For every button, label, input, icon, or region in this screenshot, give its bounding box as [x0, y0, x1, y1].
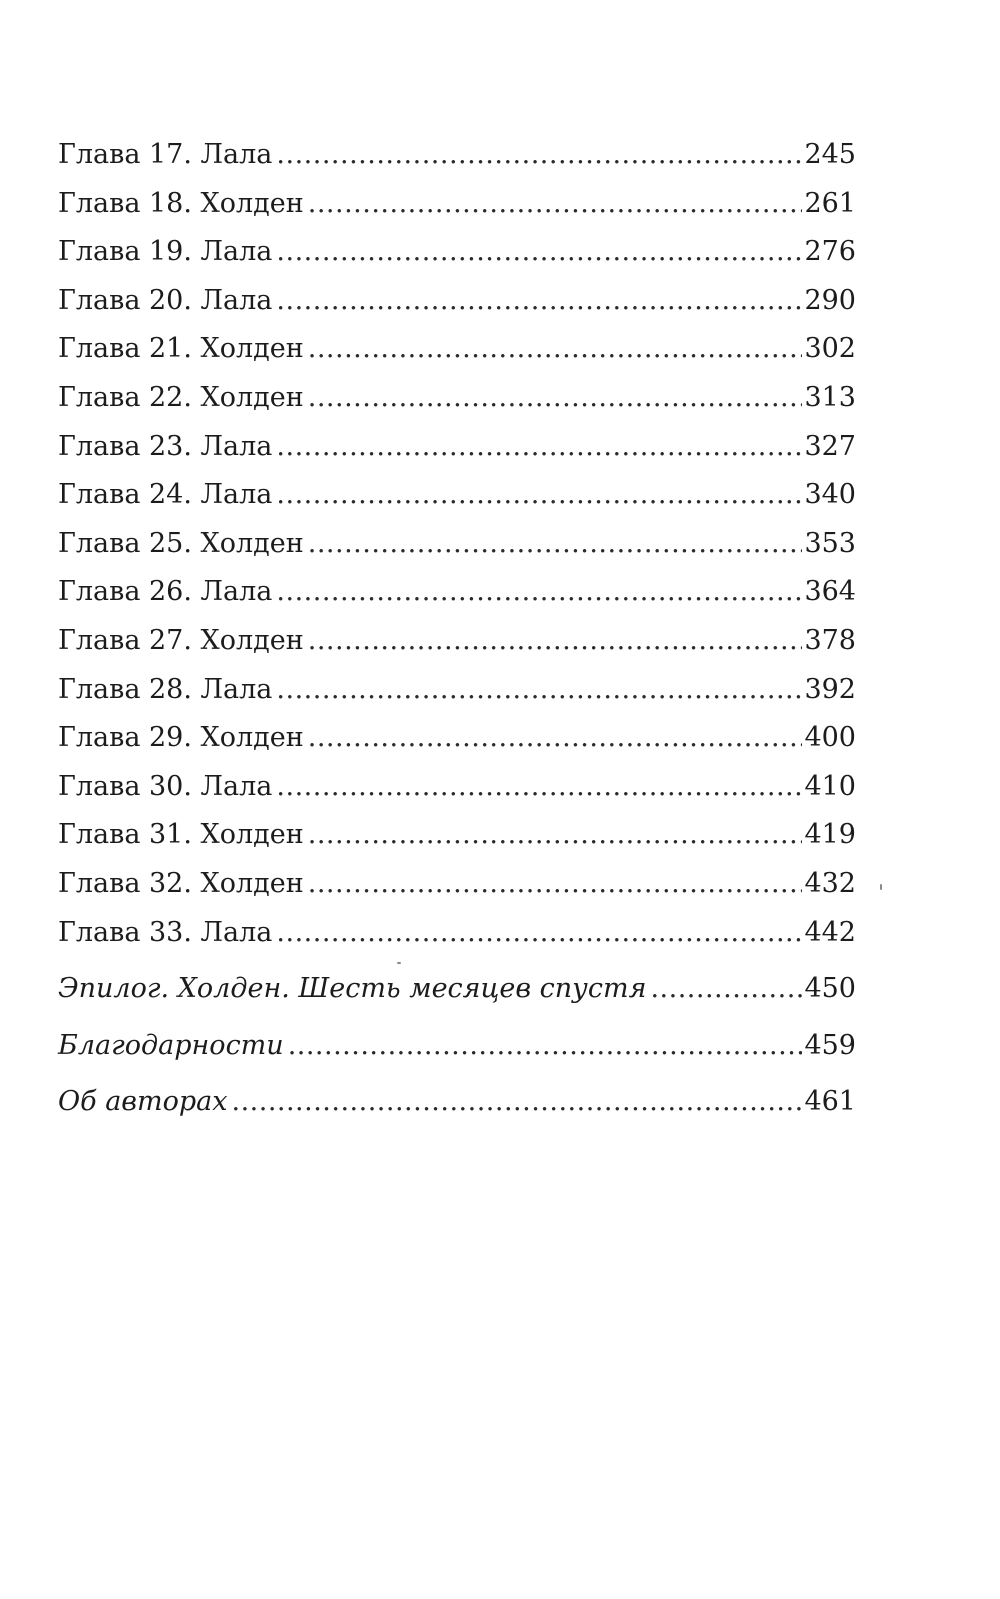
dot-leader	[308, 378, 803, 418]
toc-entry-title: Глава 26. Лала	[58, 576, 273, 608]
table-of-contents	[58, 135, 856, 1139]
dot-leader	[276, 475, 802, 515]
toc-entry-page: 313	[804, 381, 856, 413]
toc-entry-title: Глава 25. Холден	[58, 527, 304, 559]
toc-entry-chapter-27	[58, 621, 856, 670]
toc-entry-page: 364	[804, 576, 856, 608]
toc-entry-title: Глава 30. Лала	[58, 770, 273, 802]
toc-entry-chapter-23	[58, 427, 856, 476]
toc-entry-title: Глава 27. Холден	[58, 624, 304, 656]
dot-leader	[308, 864, 803, 904]
toc-entry-page: 442	[804, 916, 856, 948]
toc-entry-chapter-30	[58, 767, 856, 816]
dot-leader	[276, 572, 802, 612]
toc-entry-page: 261	[804, 187, 856, 219]
toc-entry-chapter-25	[58, 524, 856, 573]
toc-entry-page: 245	[804, 139, 856, 170]
dot-leader	[276, 427, 802, 467]
toc-entry-title: Глава 19. Лала	[58, 236, 273, 268]
toc-entry-chapter-31	[58, 815, 856, 864]
toc-entry-chapter-33	[58, 913, 856, 962]
toc-entry-title: Об авторах	[58, 1086, 228, 1118]
dot-leader	[276, 232, 802, 272]
toc-entry-chapter-29	[58, 718, 856, 767]
dot-leader	[308, 184, 803, 224]
toc-entry-chapter-19	[58, 232, 856, 281]
toc-entry-title: Эпилог. Холден. Шесть месяцев спустя	[58, 973, 647, 1005]
dot-leader	[308, 524, 803, 564]
dot-leader	[308, 621, 803, 661]
toc-entry-title: Благодарности	[58, 1029, 284, 1061]
toc-entry-title: Глава 24. Лала	[58, 479, 273, 511]
toc-entry-page: 400	[804, 722, 856, 754]
toc-entry-chapter-32	[58, 864, 856, 913]
dot-leader	[308, 815, 803, 855]
toc-entry-page: 450	[804, 973, 856, 1005]
toc-entry-page: 410	[804, 770, 856, 802]
toc-entry-chapter-24	[58, 475, 856, 524]
dot-leader	[231, 1082, 802, 1122]
toc-entry-chapter-17	[58, 135, 856, 184]
toc-entry-title: Глава 23. Лала	[58, 430, 273, 462]
toc-entry-title: Глава 31. Холден	[58, 819, 304, 851]
toc-entry-page: 327	[804, 430, 856, 462]
dot-leader	[276, 135, 802, 175]
dot-leader	[650, 969, 802, 1009]
dot-leader	[276, 281, 802, 321]
scan-speck	[880, 884, 882, 890]
toc-entry-title: Глава 29. Холден	[58, 722, 304, 754]
dot-leader	[276, 913, 802, 953]
scan-speck	[397, 962, 401, 964]
toc-entry-title: Глава 21. Холден	[58, 333, 304, 365]
toc-entry-title: Глава 18. Холден	[58, 187, 304, 219]
dot-leader	[276, 670, 802, 710]
toc-entry-title: Глава 33. Лала	[58, 916, 273, 948]
toc-entry-chapter-20	[58, 281, 856, 330]
toc-entry-about-authors	[58, 1082, 856, 1139]
toc-entry-title: Глава 17. Лала	[58, 139, 273, 170]
toc-entry-page: 276	[804, 236, 856, 268]
toc-entry-page: 378	[804, 624, 856, 656]
toc-entry-chapter-28	[58, 670, 856, 719]
toc-entry-page: 392	[804, 673, 856, 705]
dot-leader	[308, 329, 803, 369]
toc-entry-page: 419	[804, 819, 856, 851]
toc-entry-title: Глава 32. Холден	[58, 867, 304, 899]
dot-leader	[288, 1026, 803, 1066]
toc-entry-title: Глава 22. Холден	[58, 381, 304, 413]
toc-entry-chapter-21	[58, 329, 856, 378]
dot-leader	[308, 718, 803, 758]
toc-entry-page: 461	[804, 1086, 856, 1118]
toc-entry-chapter-26	[58, 572, 856, 621]
toc-entry-title: Глава 28. Лала	[58, 673, 273, 705]
toc-entry-page: 432	[804, 867, 856, 899]
toc-entry-chapter-18	[58, 184, 856, 233]
toc-entry-page: 302	[804, 333, 856, 365]
toc-entry-page: 340	[804, 479, 856, 511]
toc-entry-page: 459	[804, 1029, 856, 1061]
toc-entry-page: 290	[804, 284, 856, 316]
toc-entry-chapter-22	[58, 378, 856, 427]
toc-entry-page: 353	[804, 527, 856, 559]
toc-entry-title: Глава 20. Лала	[58, 284, 273, 316]
dot-leader	[276, 767, 802, 807]
toc-entry-epilogue	[58, 969, 856, 1026]
toc-entry-acknowledgements	[58, 1026, 856, 1083]
